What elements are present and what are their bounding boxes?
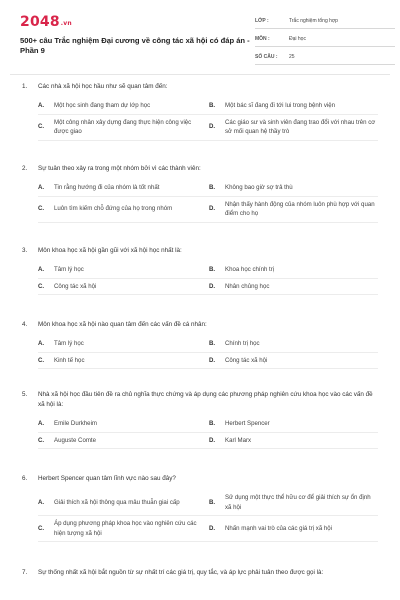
option-letter: A. [38,102,45,109]
option-row [38,262,378,279]
option-letter: D. [209,524,216,532]
option-text: Công tác xã hội [54,282,97,290]
options-grid [38,416,378,449]
option-a[interactable] [38,262,207,278]
option-letter: A. [38,184,45,191]
meta-value: Trắc nghiệm tổng hợp [289,18,338,24]
question-number: 2. [22,165,28,172]
option-b[interactable] [209,180,378,196]
option-text: Giải thích xã hội thông qua mâu thuẫn giai cấp [54,498,180,506]
question-item [22,82,378,141]
option-letter: C. [38,205,45,213]
question-text: Herbert Spencer quan tâm lĩnh vực nào sau đây? [38,475,176,482]
header-divider [10,74,390,75]
option-c[interactable] [38,353,207,369]
option-text: Nhận thấy hành động của nhóm luôn phù hợp với quan điểm cho họ [225,200,375,217]
question-item [22,164,378,223]
question-item [22,390,378,449]
option-letter: B. [209,498,216,506]
option-letter: D. [209,205,216,213]
question-item [22,246,378,295]
option-text: Herbert Spencer [225,420,270,427]
option-letter: A. [38,340,45,347]
question-text: Nhà xã hội học đầu tiên đề ra chủ nghĩa thực chứng và áp dụng các phương pháp nghiên cứu khoa học vào các vấn đề xã hội là: [38,391,373,408]
option-text: Luôn tìm kiếm chỗ đứng của họ trong nhóm [54,205,173,213]
meta-row-class [255,14,395,29]
option-row [38,433,378,450]
option-c[interactable] [38,516,207,541]
meta-label: LỚP : [255,18,269,24]
option-text: Auguste Comte [54,436,97,444]
question-item [22,474,378,542]
option-letter: D. [209,356,216,364]
question-item [22,320,378,369]
option-b[interactable] [209,416,378,432]
option-c[interactable] [38,201,207,217]
option-a[interactable] [38,495,207,511]
option-text: Công tác xã hội [225,356,268,364]
option-letter: C. [38,123,45,131]
question-item [22,568,378,578]
option-letter: B. [209,266,216,273]
option-letter: D. [209,123,216,131]
option-letter: A. [38,498,45,506]
option-row [38,490,378,516]
question-number: 6. [22,475,28,482]
option-d[interactable] [209,433,378,449]
option-text: Một học sinh đang tham dự lớp học [54,102,151,109]
option-text: Nhấn mạnh vai trò của các giá trị xã hội [225,524,333,532]
option-letter: D. [209,436,216,444]
option-text: Áp dụng phương pháp khoa học vào nghiên cứu các hiện tượng xã hội [54,520,197,537]
meta-row-count [255,50,395,65]
option-text: Emile Durkheim [54,420,98,427]
option-text: Một bác sĩ đang đi tới lui trong bệnh viện [225,102,336,109]
option-row [38,416,378,433]
meta-label: MÔN : [255,36,270,42]
option-d[interactable] [209,279,378,295]
option-c[interactable] [38,115,207,140]
option-d[interactable] [209,521,378,537]
question-text: Các nhà xã hội học hầu như sẽ quan tâm đến: [38,83,168,90]
option-row [38,180,378,197]
meta-info [255,14,395,68]
option-d[interactable] [209,197,378,222]
option-d[interactable] [209,353,378,369]
option-row [38,516,378,542]
question-text: Sự tuân theo xảy ra trong một nhóm bởi vì các thành viên: [38,165,201,172]
logo-suffix: .vn [60,20,72,27]
option-letter: C. [38,356,45,364]
option-a[interactable] [38,336,207,352]
option-letter: C. [38,282,45,290]
document-header [10,6,390,70]
option-letter: B. [209,340,216,347]
options-grid [38,180,378,223]
option-text: Tâm lý học [54,340,84,347]
options-grid [38,490,378,542]
option-text: Một công nhân xây dựng đang thực hiện công việc được giao [54,118,192,135]
question-number: 4. [22,321,28,328]
option-c[interactable] [38,279,207,295]
option-letter: C. [38,524,45,532]
option-text: Kinh tế học [54,356,85,364]
option-row [38,98,378,115]
meta-value: 25 [289,54,295,60]
option-text: Tin rằng hướng đi của nhóm là tốt nhất [54,184,160,191]
question-text: Sự thống nhất xã hội bắt nguồn từ sự nhất trí các giá trị, quy tắc, và áp lực phải tuân theo được gọi là: [38,569,324,576]
option-a[interactable] [38,180,207,196]
meta-row-subject [255,32,395,47]
option-row [38,353,378,370]
option-letter: B. [209,420,216,427]
options-grid [38,262,378,295]
option-b[interactable] [209,98,378,114]
option-letter: A. [38,266,45,273]
logo-main: 2048 [20,14,60,30]
option-letter: A. [38,420,45,427]
option-b[interactable] [209,490,378,515]
meta-value: Đại học [289,36,306,42]
option-letter: C. [38,436,45,444]
question-number: 1. [22,83,28,90]
question-text: Môn khoa học xã hội gần gũi với xã hội học nhất là: [38,247,182,254]
question-number: 5. [22,391,28,398]
option-text: Tâm lý học [54,266,84,273]
question-text: Môn khoa học xã hội nào quan tâm đến các vấn đề cá nhân: [38,321,207,328]
question-number: 3. [22,247,28,254]
option-b[interactable] [209,262,378,278]
option-a[interactable] [38,416,207,432]
document-title: 500+ câu Trắc nghiệm Đại cương về công tác xã hội có đáp án - Phần 9 [20,36,250,55]
option-text: Sử dụng một thực thể hữu cơ để giải thích sự ổn định xã hội [225,494,371,511]
option-text: Nhân chủng học [225,282,270,290]
option-c[interactable] [38,433,207,449]
option-letter: B. [209,102,216,109]
option-a[interactable] [38,98,207,114]
site-logo[interactable] [20,14,72,30]
option-text: Các giáo sư và sinh viên đang trao đổi với nhau trên cơ sở mối quan hệ thầy trò [225,118,376,135]
option-text: Khoa học chính trị [225,266,275,273]
option-letter: D. [209,282,216,290]
option-text: Karl Marx [225,436,252,444]
option-text: Chính trị học [225,340,260,347]
option-text: Không bao giờ sợ trả thù [225,184,293,191]
options-grid [38,98,378,141]
option-row [38,279,378,296]
option-row [38,197,378,223]
meta-label: SỐ CÂU : [255,54,278,60]
options-grid [38,336,378,369]
question-number: 7. [22,569,28,576]
option-row [38,115,378,141]
option-letter: B. [209,184,216,191]
option-b[interactable] [209,336,378,352]
option-row [38,336,378,353]
option-d[interactable] [209,115,378,140]
